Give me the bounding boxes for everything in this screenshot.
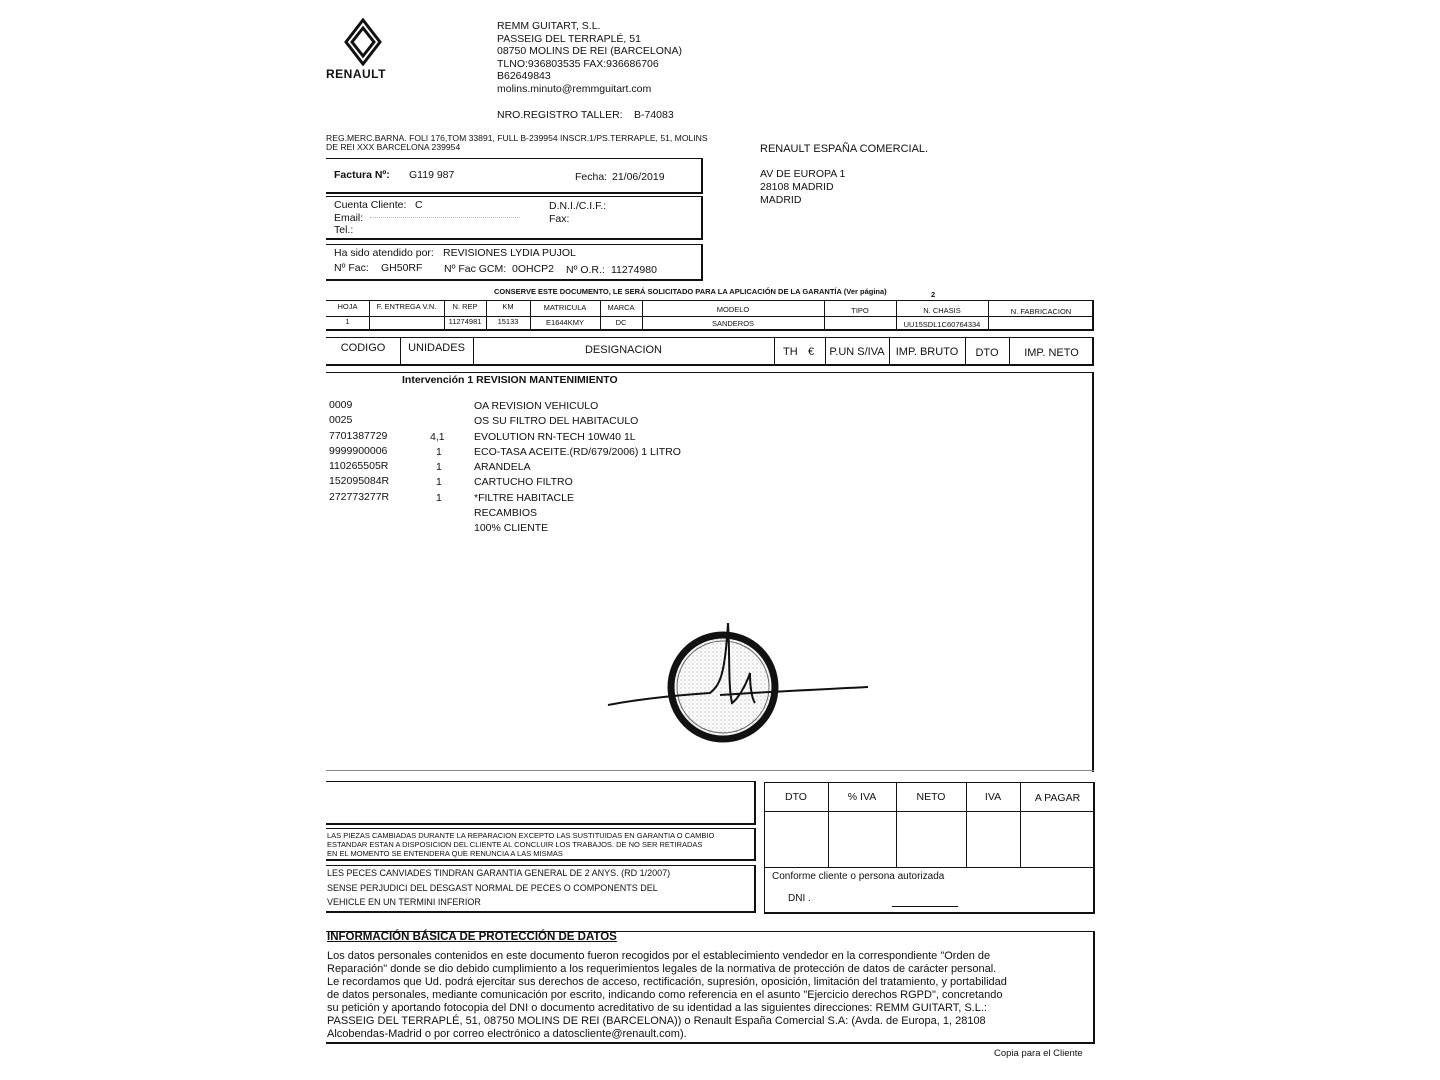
- item-code: 9999900006: [329, 445, 388, 457]
- redacted-email: [370, 217, 520, 220]
- vv-matricula: E1644KMY: [546, 318, 584, 327]
- vh-fabricacion: N. FABRICACION: [1010, 307, 1072, 316]
- vh-hoja: HOJA: [337, 302, 358, 311]
- vh-matricula: MATRICULA: [543, 303, 587, 312]
- conforme-dni-label: DNI .: [788, 893, 811, 904]
- intervention-title: Intervención 1 REVISION MANTENIMIENTO: [402, 374, 618, 386]
- vv-marca: DC: [615, 318, 627, 327]
- logo-text: RENAULT: [326, 67, 386, 81]
- client-account-label: Cuenta Cliente:: [334, 199, 407, 211]
- ih-euro: €: [808, 346, 815, 358]
- reg-merc-line-2: DE REI XXX BARCELONA 239954: [326, 142, 461, 152]
- th-iva: IVA: [984, 791, 1002, 803]
- item-code: 0009: [329, 399, 353, 411]
- renault-diamond-icon: [338, 18, 388, 66]
- nfac-value: GH50RF: [381, 262, 423, 274]
- vh-entrega: F. ENTREGA V.N.: [376, 302, 437, 311]
- item-units: 4,1: [430, 431, 445, 443]
- ih-bruto: IMP. BRUTO: [895, 346, 959, 358]
- item-desc: 100% CLIENTE: [474, 522, 549, 534]
- vv-km: 15133: [497, 317, 519, 326]
- th-neto: NETO: [916, 791, 946, 803]
- pieces-note-3: EN EL MOMENTO SE ENTENDERA QUE RENUNCIA A LAS MISMAS: [327, 849, 563, 858]
- ih-th: TH: [783, 346, 798, 358]
- conforme-dni-line: [892, 906, 958, 907]
- registro-label: NRO.REGISTRO TALLER:: [497, 109, 623, 121]
- ih-neto: IMP. NETO: [1024, 347, 1079, 359]
- conforme-label: Conforme cliente o persona autorizada: [772, 871, 945, 882]
- pieces-note-1: LAS PIEZAS CAMBIADAS DURANTE LA REPARACION EXCEPTO LAS SUSTITUIDAS EN GARANTIA O CAMBIO: [327, 831, 715, 840]
- registro-value: B-74083: [634, 109, 674, 121]
- recipient-address-2: 28108 MADRID: [760, 181, 834, 193]
- th-apagar: A PAGAR: [1034, 792, 1081, 804]
- privacy-line-2: Reparación" donde se dio debido cumplimiento a los requerimientos legales de la normativa de protección de datos de carácter personal.: [327, 963, 997, 975]
- garantia-2: SENSE PERJUDICI DEL DESGAST NORMAL DE PECES O COMPONENTS DEL: [327, 883, 658, 893]
- item-units: 1: [436, 446, 442, 458]
- privacy-title: INFORMACIÓN BÁSICA DE PROTECCIÓN DE DATOS: [327, 931, 617, 943]
- vv-chasis: UU15SDL1C60764334: [903, 320, 981, 329]
- recipient-name: RENAULT ESPAÑA COMERCIAL.: [760, 143, 929, 155]
- item-code: 0025: [329, 414, 353, 426]
- item-units: 1: [436, 461, 442, 473]
- privacy-line-6: PASSEIG DEL TERRAPLÉ, 51, 08750 MOLINS DE REI (BARCELONA)) o Renault España Comercial S.A: (Avda. de Europa, 1, 28108: [327, 1015, 986, 1027]
- comments-box: [326, 781, 756, 825]
- th-dto: DTO: [785, 791, 807, 803]
- reg-merc-line-1: REG.MERC.BARNA. FOLI 176,TOM 33891, FULL B-239954 INSCR.1/PS.TERRAPLE, 51, MOLINS: [326, 133, 708, 143]
- item-desc: OA REVISION VEHICULO: [474, 400, 599, 412]
- invoice-date-label: Fecha:: [575, 171, 608, 183]
- invoice-number-label: Factura Nº:: [334, 169, 390, 181]
- attended-label: Ha sido atendido por:: [334, 247, 434, 259]
- vh-modelo: MODELO: [716, 305, 750, 314]
- ih-designacion: DESIGNACION: [584, 344, 662, 356]
- vv-modelo: SANDEROS: [711, 319, 755, 328]
- recipient-address-1: AV DE EUROPA 1: [760, 168, 846, 180]
- vv-hoja: 1: [345, 317, 350, 326]
- renault-logo: [338, 18, 388, 66]
- client-account-value: C: [415, 199, 423, 211]
- privacy-line-3: Le recordamos que Ud. podrá ejercitar sus derechos de acceso, rectificación, supresión, oposición, limitación del tratamiento, y portabilidad: [327, 976, 1007, 988]
- pieces-note-2: ESTANDAR ESTAN A DISPOSICION DEL CLIENTE AL CONCLUIR LOS TRABAJOS. DE NO SER RETIRADAS: [327, 840, 703, 849]
- footer-copy-label: Copia para el Cliente: [994, 1048, 1083, 1059]
- client-dni-label: D.N.I./C.I.F.:: [549, 200, 607, 212]
- th-iva-pct: % IVA: [847, 791, 877, 803]
- attended-value: REVISIONES LYDIA PUJOL: [443, 247, 576, 259]
- privacy-line-1: Los datos personales contenidos en este documento fueron recogidos por el establecimiento vendedor en la correspondiente "Orden de: [327, 950, 991, 962]
- invoice-date: 21/06/2019: [612, 171, 665, 183]
- vh-nrep: N. REP: [452, 302, 478, 311]
- vh-tipo: TIPO: [851, 306, 869, 315]
- item-desc: ARANDELA: [474, 461, 531, 473]
- client-tel-label: Tel.:: [334, 224, 354, 236]
- item-desc: CARTUCHO FILTRO: [474, 476, 573, 488]
- item-code: 110265505R: [329, 460, 389, 472]
- client-fax-label: Fax:: [549, 213, 570, 225]
- client-email-label: Email:: [334, 212, 364, 224]
- vh-chasis: N. CHASIS: [923, 306, 961, 315]
- privacy-line-7: Alcobendas-Madrid o por correo electrónico a datoscliente@renault.com).: [327, 1028, 687, 1040]
- or-value: 11274980: [611, 264, 657, 276]
- signature-stamp: [600, 615, 875, 745]
- ih-pun: P.UN S/IVA: [829, 346, 885, 358]
- privacy-line-5: su petición y aportando fotocopia del DNI o documento acreditativo de su identidad a las siguientes direcciones: REMM GUITART, S.L.:: [327, 1002, 987, 1014]
- vv-nrep: 11274981: [448, 317, 482, 326]
- item-code: 7701387729: [329, 430, 388, 442]
- guarantee-page: 2: [931, 290, 936, 299]
- item-desc: OS SU FILTRO DEL HABITACULO: [474, 415, 639, 427]
- or-label: Nº O.R.:: [566, 264, 605, 276]
- item-desc: *FILTRE HABITACLE: [474, 492, 574, 504]
- vh-km: KM: [502, 302, 514, 311]
- ih-unidades: UNIDADES: [408, 342, 465, 354]
- invoice-number: G119 987: [409, 169, 455, 181]
- item-units: 1: [436, 476, 442, 488]
- item-units: 1: [436, 492, 442, 504]
- recipient-address-3: MADRID: [760, 194, 802, 206]
- ih-dto: DTO: [975, 347, 999, 359]
- garantia-1: LES PECES CANVIADES TINDRAN GARANTIA GENERAL DE 2 ANYS. (RD 1/2007): [327, 868, 671, 878]
- privacy-line-4: de datos personales, mediante comunicación por escrito, indicando como referencia en el asunto "Ejercicio derechos RGPD", concretando: [327, 989, 1003, 1001]
- item-code: 272773277R: [329, 491, 390, 503]
- gcm-value: 0OHCP2: [512, 263, 555, 275]
- ih-codigo: CODIGO: [340, 342, 386, 354]
- item-desc: RECAMBIOS: [474, 507, 538, 519]
- item-desc: ECO-TASA ACEITE.(RD/679/2006) 1 LITRO: [474, 446, 681, 458]
- gcm-label: Nº Fac GCM:: [444, 263, 507, 275]
- garantia-3: VEHICLE EN UN TERMINI INFERIOR: [327, 897, 481, 907]
- nfac-label: Nº Fac:: [334, 262, 369, 274]
- item-desc: EVOLUTION RN-TECH 10W40 1L: [474, 431, 636, 443]
- guarantee-note: CONSERVE ESTE DOCUMENTO, LE SERÁ SOLICITADO PARA LA APLICACIÓN DE LA GARANTÍA (Ver página): [494, 287, 887, 296]
- item-code: 152095084R: [329, 475, 390, 487]
- vh-marca: MARCA: [607, 303, 635, 312]
